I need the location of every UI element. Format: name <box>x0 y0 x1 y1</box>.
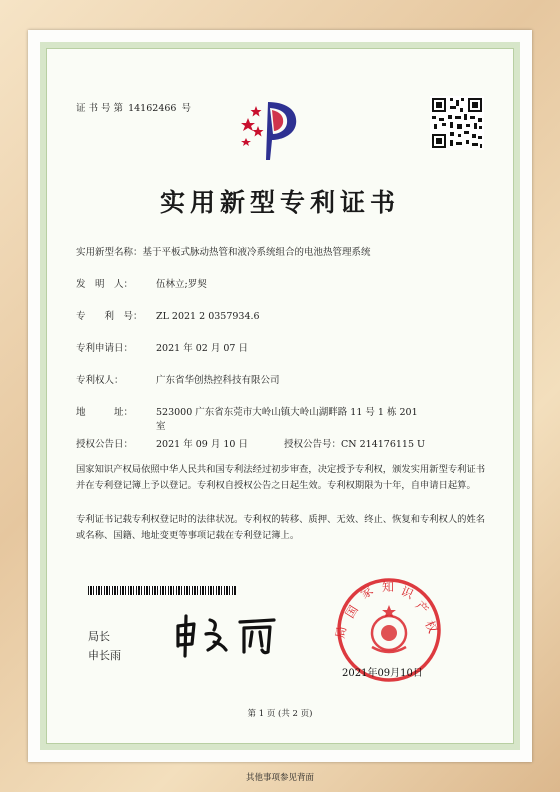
patent-number-value: ZL 2021 2 0357934.6 <box>156 311 260 322</box>
certificate-title: 实用新型专利证书 <box>159 188 400 217</box>
seal-date: 2021年09月10日 <box>342 668 423 679</box>
svg-text:识: 识 <box>398 583 416 602</box>
field-label: 专利权人： <box>76 375 124 386</box>
svg-text:权: 权 <box>422 618 440 636</box>
barcode-icon <box>88 586 236 595</box>
patent-office-logo-icon <box>234 96 314 162</box>
page-indicator: 第 1 页 (共 2 页) <box>247 709 313 719</box>
utility-model-name: 基于平板式脉动热管和液冷系统组合的电池热管理系统 <box>142 247 371 258</box>
field-label: 实用新型名称： <box>76 247 143 258</box>
patent-number-row <box>76 308 260 322</box>
svg-text:局: 局 <box>333 625 350 640</box>
legal-paragraph-2: 专利证书记载专利权登记时的法律状况。专利权的转移、质押、无效、终止、恢复和专利权人的姓名或名称、国籍、地址变更等事项记载在专利登记簿上。 <box>76 514 486 541</box>
qr-code-icon <box>430 96 484 150</box>
grant-date-value: 2021 年 09 月 10 日 <box>156 439 248 450</box>
filing-date-value: 2021 年 02 月 07 日 <box>156 343 248 354</box>
legal-paragraph-1: 国家知识产权局依照中华人民共和国专利法经过初步审查，决定授予专利权，颁发实用新型专利证书并在专利登记簿上予以登记。专利权自授权公告之日起生效。专利权期限为十年，自申请日起算。 <box>76 464 486 491</box>
svg-text:国: 国 <box>342 602 361 621</box>
inventor-row <box>76 276 207 290</box>
address-row <box>76 404 418 418</box>
patentee-row <box>76 372 280 386</box>
field-label: 授权公告号： <box>284 439 342 450</box>
grant-date-row <box>76 436 248 450</box>
filing-date-row <box>76 340 248 354</box>
inventor-value: 伍林立;罗契 <box>156 279 207 290</box>
field-label: 地 址： <box>76 407 134 418</box>
svg-text:家: 家 <box>357 583 376 602</box>
cert-number-label: 证 书 号 第 <box>76 103 124 114</box>
svg-text:知: 知 <box>382 580 395 594</box>
patentee-value: 广东省华创热控科技有限公司 <box>156 375 280 386</box>
director-title: 局长 <box>88 630 110 643</box>
grant-number-value: CN 214176115 U <box>341 439 426 450</box>
address-continuation: 室 <box>156 421 166 432</box>
svg-text:产: 产 <box>412 598 432 617</box>
handwritten-signature <box>170 612 290 660</box>
field-label: 发 明 人： <box>76 279 134 290</box>
grant-number-row <box>284 436 425 450</box>
director-name: 申长雨 <box>88 649 121 662</box>
utility-model-name-row <box>76 244 371 258</box>
back-notes: 其他事项参见背面 <box>245 773 314 783</box>
field-label: 专利申请日： <box>76 343 134 354</box>
cert-number-suffix: 号 <box>181 103 191 114</box>
field-label: 专 利 号： <box>76 311 143 322</box>
field-label: 授权公告日： <box>76 439 134 450</box>
certificate-number <box>76 100 193 114</box>
cert-number-value: 14162466 <box>128 103 177 114</box>
address-value: 523000 广东省东莞市大岭山镇大岭山湖畔路 11 号 1 栋 201 <box>156 407 418 418</box>
